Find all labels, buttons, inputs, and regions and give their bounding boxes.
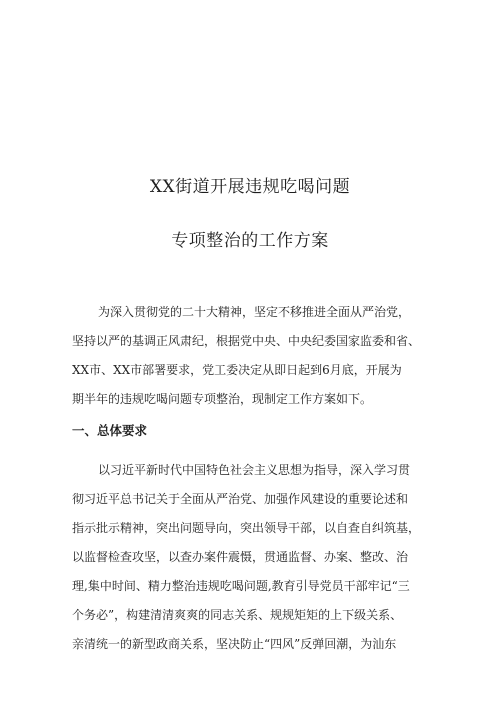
paragraph-line: 亲清统一的新型政商关系，坚决防止“四风”反弹回潮，为汕东 [72, 637, 397, 651]
paragraph-line: 指示批示精神，突出问题导向，突出领导干部，以自查自纠筑基， [72, 521, 421, 535]
paragraph-line: XX市、XX市部署要求，党工委决定从即日起到6月底，开展为 [72, 363, 402, 377]
paragraph-line: 坚持以严的基调正风肃纪，根据党中央、中央纪委国家监委和省、 [72, 334, 421, 348]
paragraph-line: 彻习近平总书记关于全面从严治党、加强作风建设的重要论述和 [72, 492, 409, 506]
paragraph-line: 期半年的违规吃喝问题专项整治，现制定工作方案如下。 [72, 392, 373, 406]
intro-paragraph [72, 298, 432, 414]
document-title-line-1: XX街道开展违规吃喝问题 [149, 177, 351, 197]
section-heading-general-requirements: 一、总体要求 [72, 423, 148, 438]
paragraph-line: 以监督检查攻坚，以查办案件震慑，贯通监督、办案、整改、治 [72, 550, 409, 564]
document-title-line-2: 专项整治的工作方案 [171, 231, 329, 251]
paragraph-line: 为深入贯彻党的二十大精神，坚定不移推进全面从严治党， [98, 305, 411, 319]
paragraph-line: 理,集中时间、精力整治违规吃喝问题,教育引导党员干部牢记“三 [72, 579, 410, 593]
paragraph-line: 以习近平新时代中国特色社会主义思想为指导，深入学习贯 [98, 463, 411, 477]
paragraph-line: 个务必”，构建清清爽爽的同志关系、规规矩矩的上下级关系、 [72, 608, 403, 622]
general-requirements-paragraph [72, 456, 432, 659]
